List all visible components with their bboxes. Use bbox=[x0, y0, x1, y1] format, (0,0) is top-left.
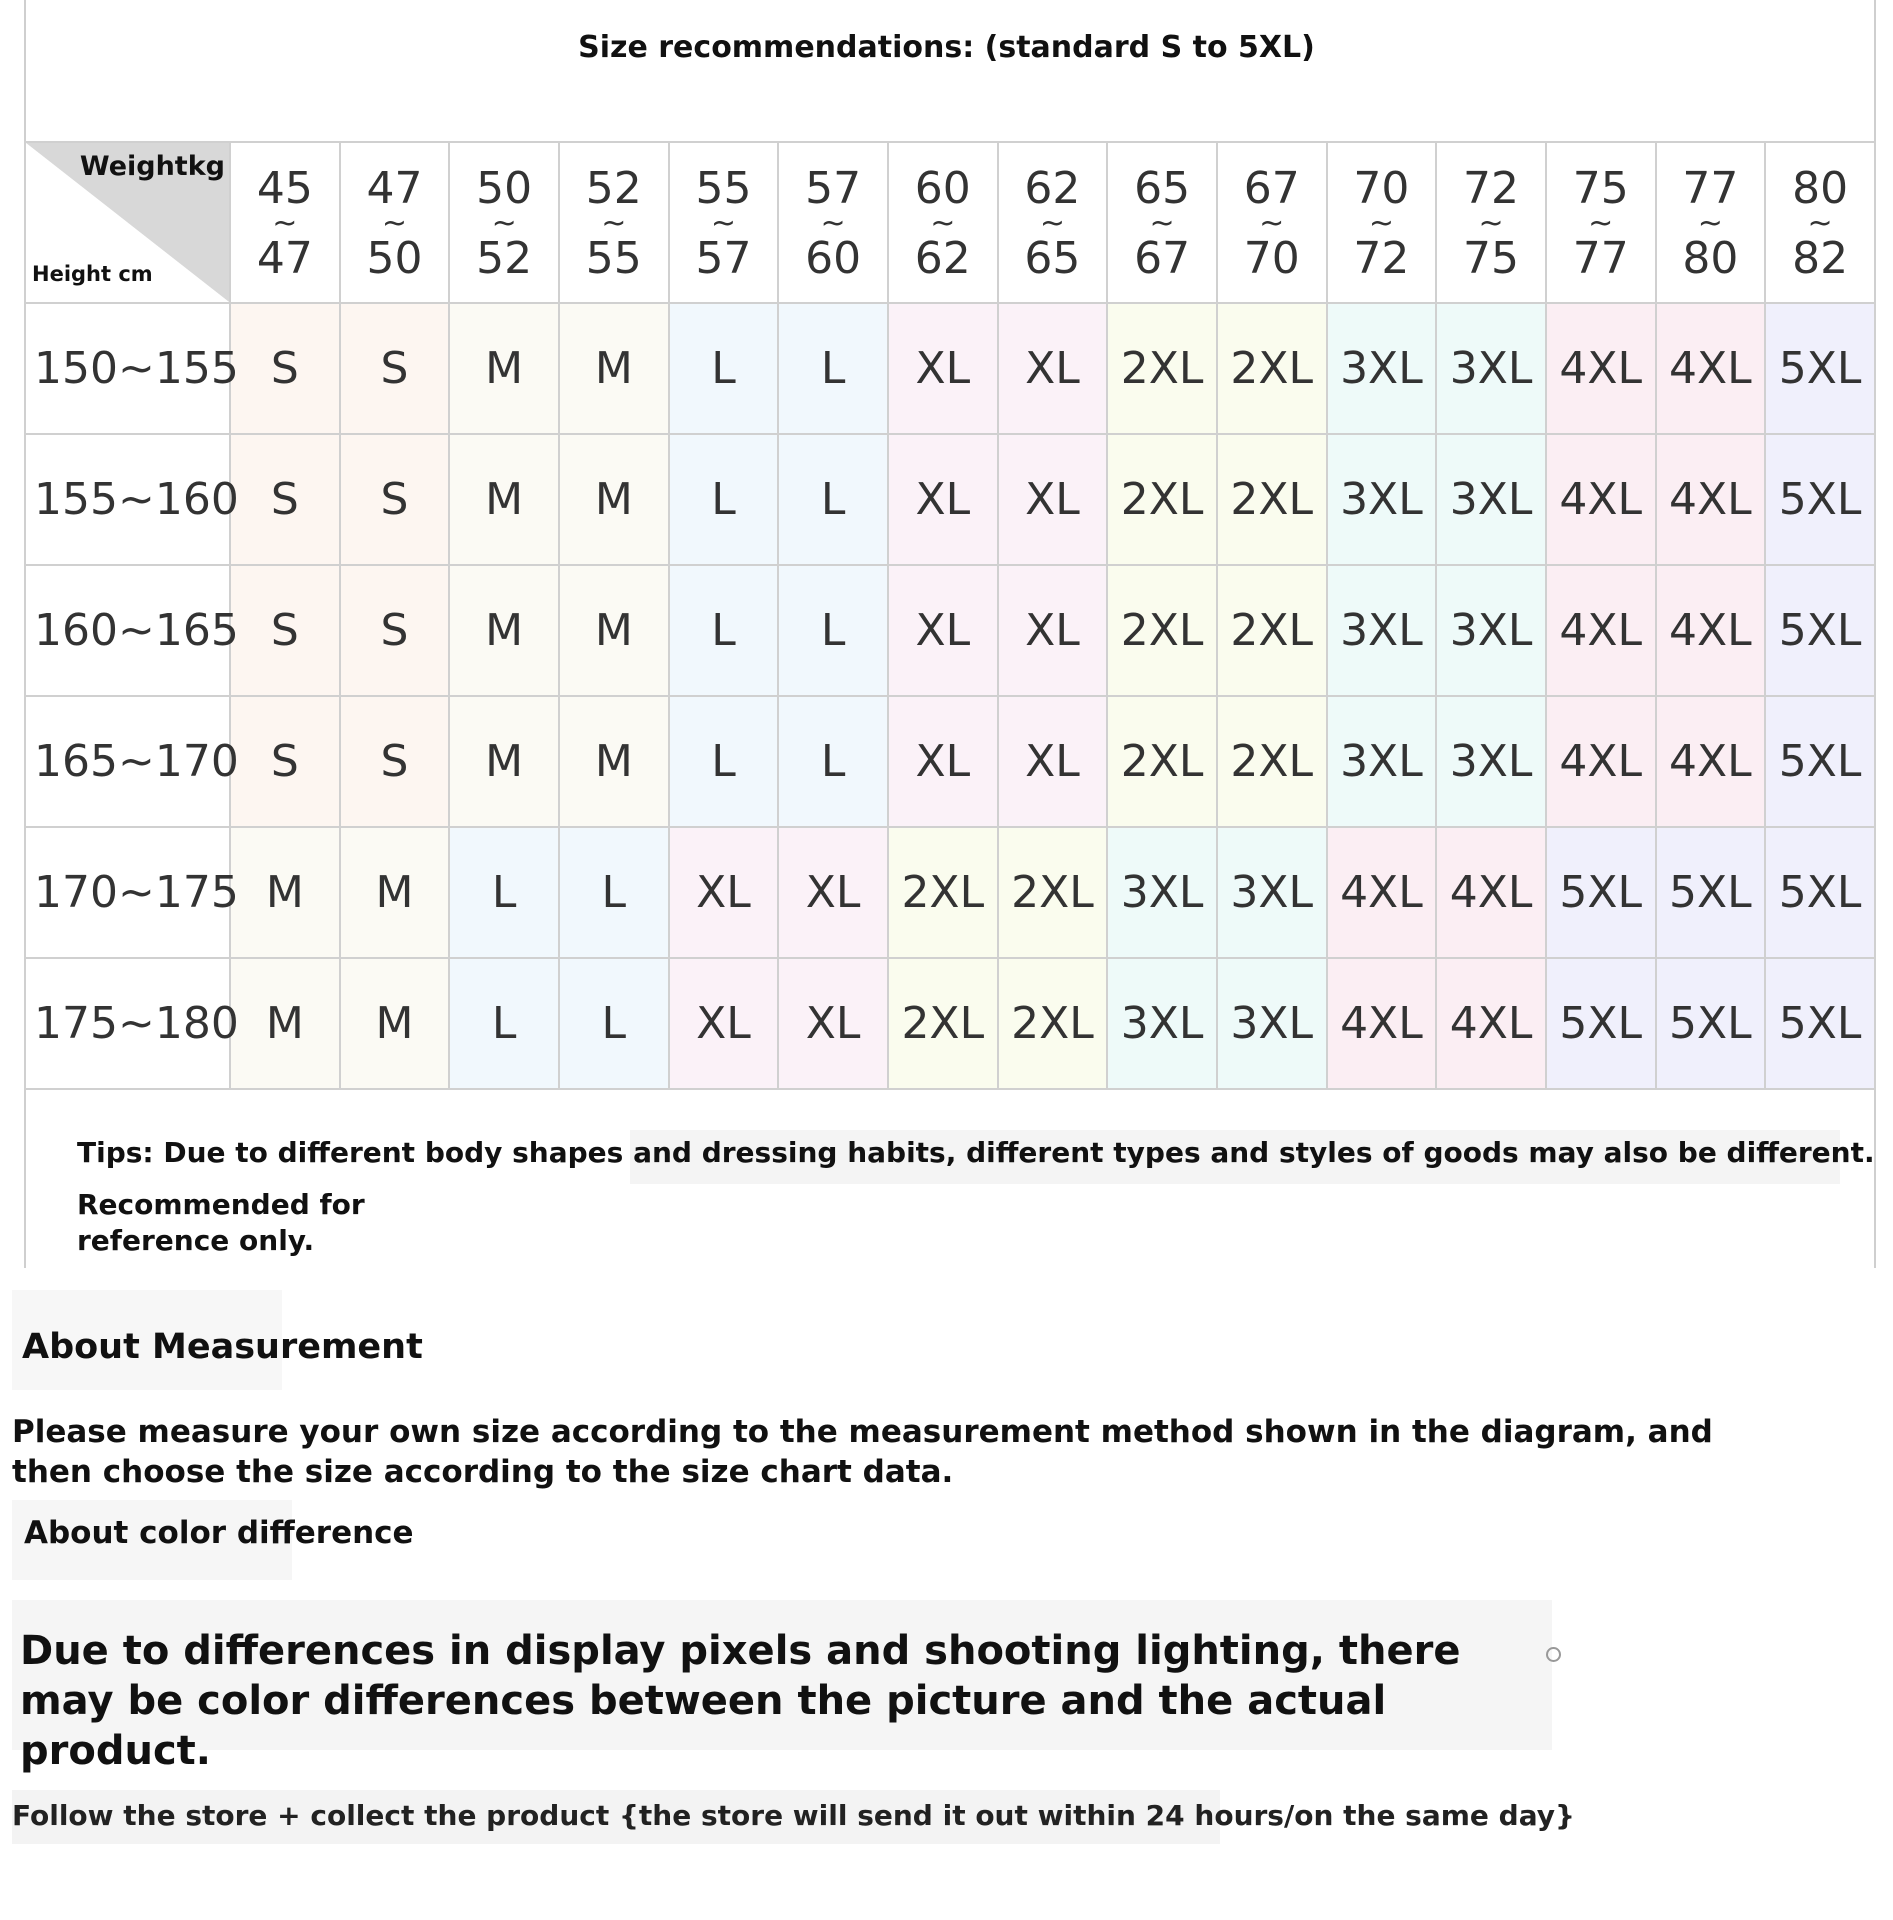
height-range-cell: 170~175 bbox=[25, 827, 230, 958]
size-cell: 5XL bbox=[1765, 696, 1875, 827]
size-cell: 5XL bbox=[1765, 827, 1875, 958]
size-cell: 4XL bbox=[1436, 958, 1546, 1089]
size-cell: 5XL bbox=[1765, 958, 1875, 1089]
weight-range-to: 52 bbox=[476, 232, 533, 284]
weight-range-to: 47 bbox=[256, 232, 313, 284]
size-cell: 2XL bbox=[1217, 434, 1327, 565]
size-cell: M bbox=[230, 827, 340, 958]
size-cell: L bbox=[778, 303, 888, 434]
size-cell: M bbox=[559, 434, 669, 565]
height-range-cell: 160~165 bbox=[25, 565, 230, 696]
size-cell: L bbox=[559, 827, 669, 958]
size-cell: 4XL bbox=[1656, 303, 1766, 434]
weight-range-to: 50 bbox=[366, 232, 423, 284]
size-cell: 5XL bbox=[1765, 565, 1875, 696]
about-measurement-text: Please measure your own size according to the measurement method shown in the diagram, and then choose the size according to the size chart data. bbox=[12, 1414, 1713, 1490]
weight-range-to: 67 bbox=[1134, 232, 1191, 284]
size-cell: 2XL bbox=[888, 958, 998, 1089]
table-row bbox=[25, 958, 1875, 1089]
weight-range-from: 65 bbox=[1134, 162, 1191, 214]
size-cell: L bbox=[778, 565, 888, 696]
weight-range-to: 82 bbox=[1792, 232, 1849, 284]
size-cell: S bbox=[340, 303, 450, 434]
weight-range-from: 70 bbox=[1353, 162, 1410, 214]
size-cell: M bbox=[559, 303, 669, 434]
weight-range-header bbox=[888, 142, 998, 303]
corner-height-label: Height cm bbox=[32, 262, 153, 286]
weight-range-header bbox=[1107, 142, 1217, 303]
weight-range-header bbox=[669, 142, 779, 303]
weight-range-header bbox=[1436, 142, 1546, 303]
weight-range-from: 80 bbox=[1792, 162, 1849, 214]
weight-range-separator: ~ bbox=[272, 205, 298, 241]
size-table bbox=[24, 141, 1876, 1090]
weight-range-header bbox=[1546, 142, 1656, 303]
size-cell: 2XL bbox=[998, 827, 1108, 958]
size-cell: M bbox=[559, 565, 669, 696]
weight-range-from: 72 bbox=[1463, 162, 1520, 214]
size-cell: 3XL bbox=[1327, 696, 1437, 827]
size-cell: 2XL bbox=[1107, 696, 1217, 827]
height-range-cell: 155~160 bbox=[25, 434, 230, 565]
weight-range-from: 77 bbox=[1682, 162, 1739, 214]
weight-range-header bbox=[998, 142, 1108, 303]
weight-range-separator: ~ bbox=[1368, 205, 1394, 241]
weight-range-separator: ~ bbox=[1478, 205, 1504, 241]
weight-range-separator: ~ bbox=[710, 205, 737, 241]
size-cell: 2XL bbox=[888, 827, 998, 958]
follow-store-text: Follow the store + collect the product {the store will send it out within 24 hours/on the same day} bbox=[12, 1799, 1575, 1832]
size-cell: 5XL bbox=[1765, 434, 1875, 565]
size-cell: M bbox=[449, 303, 559, 434]
size-cell: 3XL bbox=[1436, 434, 1546, 565]
size-cell: XL bbox=[998, 565, 1108, 696]
weight-range-from: 47 bbox=[366, 162, 423, 214]
size-cell: XL bbox=[998, 696, 1108, 827]
size-cell: 3XL bbox=[1327, 434, 1437, 565]
size-cell: M bbox=[449, 696, 559, 827]
table-row bbox=[25, 565, 1875, 696]
size-cell: 3XL bbox=[1327, 565, 1437, 696]
size-cell: 4XL bbox=[1546, 696, 1656, 827]
weight-range-to: 57 bbox=[695, 232, 752, 284]
weight-range-to: 70 bbox=[1243, 232, 1300, 284]
height-range-cell: 150~155 bbox=[25, 303, 230, 434]
weight-range-from: 62 bbox=[1024, 162, 1081, 214]
weight-range-header bbox=[1217, 142, 1327, 303]
size-cell: XL bbox=[998, 303, 1108, 434]
size-cell: L bbox=[669, 303, 779, 434]
weight-range-header bbox=[778, 142, 888, 303]
size-cell: 5XL bbox=[1546, 827, 1656, 958]
size-cell: 3XL bbox=[1107, 958, 1217, 1089]
weight-range-header bbox=[1327, 142, 1437, 303]
size-cell: 5XL bbox=[1765, 303, 1875, 434]
header-row bbox=[25, 142, 1875, 303]
size-cell: M bbox=[230, 958, 340, 1089]
weight-range-separator: ~ bbox=[1149, 205, 1175, 241]
size-cell: M bbox=[559, 696, 669, 827]
weight-range-from: 52 bbox=[585, 162, 642, 214]
weight-range-from: 57 bbox=[805, 162, 862, 214]
size-cell: 3XL bbox=[1217, 958, 1327, 1089]
weight-range-separator: ~ bbox=[601, 205, 627, 241]
size-cell: 5XL bbox=[1656, 958, 1766, 1089]
weight-range-separator: ~ bbox=[381, 205, 408, 241]
size-cell: XL bbox=[888, 565, 998, 696]
size-cell: 5XL bbox=[1546, 958, 1656, 1089]
size-cell: S bbox=[230, 303, 340, 434]
size-cell: S bbox=[230, 565, 340, 696]
size-cell: XL bbox=[669, 958, 779, 1089]
size-cell: L bbox=[778, 696, 888, 827]
size-cell: L bbox=[669, 696, 779, 827]
size-cell: XL bbox=[888, 434, 998, 565]
weight-range-header bbox=[1656, 142, 1766, 303]
size-cell: 4XL bbox=[1656, 434, 1766, 565]
size-cell: M bbox=[340, 958, 450, 1089]
size-cell: 5XL bbox=[1656, 827, 1766, 958]
weight-range-separator: ~ bbox=[491, 205, 517, 241]
weight-range-to: 72 bbox=[1353, 232, 1410, 284]
size-cell: L bbox=[778, 434, 888, 565]
size-cell: 2XL bbox=[1217, 303, 1327, 434]
table-row bbox=[25, 696, 1875, 827]
about-color-title: About color difference bbox=[24, 1515, 414, 1551]
size-cell: 4XL bbox=[1656, 565, 1766, 696]
size-cell: 2XL bbox=[1217, 696, 1327, 827]
size-cell: S bbox=[340, 434, 450, 565]
size-cell: L bbox=[449, 827, 559, 958]
table-row bbox=[25, 827, 1875, 958]
size-cell: S bbox=[230, 434, 340, 565]
size-cell: 4XL bbox=[1436, 827, 1546, 958]
chart-title: Size recommendations: (standard S to 5XL) bbox=[578, 30, 1315, 65]
size-cell: S bbox=[230, 696, 340, 827]
weight-range-separator: ~ bbox=[930, 205, 956, 241]
size-cell: 2XL bbox=[998, 958, 1108, 1089]
weight-range-from: 75 bbox=[1572, 162, 1629, 214]
weight-range-separator: ~ bbox=[1039, 205, 1065, 241]
weight-range-to: 77 bbox=[1572, 232, 1629, 284]
height-range-cell: 165~170 bbox=[25, 696, 230, 827]
weight-range-from: 50 bbox=[476, 162, 533, 214]
table-row bbox=[25, 434, 1875, 565]
size-cell: 2XL bbox=[1217, 565, 1327, 696]
size-cell: 3XL bbox=[1436, 303, 1546, 434]
size-cell: L bbox=[559, 958, 669, 1089]
height-range-cell: 175~180 bbox=[25, 958, 230, 1089]
weight-range-header bbox=[1765, 142, 1875, 303]
weight-range-separator: ~ bbox=[1697, 205, 1723, 241]
weight-range-from: 60 bbox=[914, 162, 971, 214]
size-cell: 4XL bbox=[1327, 827, 1437, 958]
about-measurement-title: About Measurement bbox=[22, 1327, 423, 1367]
size-cell: S bbox=[340, 565, 450, 696]
size-cell: L bbox=[669, 434, 779, 565]
table-corner-cell bbox=[25, 142, 230, 303]
size-cell: M bbox=[449, 434, 559, 565]
weight-range-to: 55 bbox=[585, 232, 642, 284]
weight-range-to: 80 bbox=[1682, 232, 1739, 284]
size-cell: L bbox=[669, 565, 779, 696]
size-cell: 2XL bbox=[1107, 565, 1217, 696]
weight-range-to: 75 bbox=[1463, 232, 1520, 284]
weight-range-header bbox=[340, 142, 450, 303]
size-cell: 4XL bbox=[1656, 696, 1766, 827]
weight-range-from: 55 bbox=[695, 162, 752, 214]
size-cell: 4XL bbox=[1546, 434, 1656, 565]
size-cell: 4XL bbox=[1546, 303, 1656, 434]
weight-range-to: 62 bbox=[914, 232, 971, 284]
size-cell: 3XL bbox=[1436, 696, 1546, 827]
tips-reference-text: Recommended for reference only. bbox=[77, 1188, 365, 1257]
size-cell: M bbox=[449, 565, 559, 696]
size-cell: S bbox=[340, 696, 450, 827]
size-cell: 2XL bbox=[1107, 434, 1217, 565]
size-cell: XL bbox=[998, 434, 1108, 565]
weight-range-separator: ~ bbox=[1588, 205, 1614, 241]
size-cell: XL bbox=[669, 827, 779, 958]
weight-range-separator: ~ bbox=[1259, 205, 1285, 241]
size-cell: XL bbox=[888, 696, 998, 827]
weight-range-header bbox=[230, 142, 340, 303]
weight-range-separator: ~ bbox=[1807, 205, 1833, 241]
weight-range-from: 67 bbox=[1243, 162, 1300, 214]
about-color-text: Due to differences in display pixels and shooting lighting, there may be color differences between the picture and the actual product. bbox=[20, 1628, 1461, 1774]
weight-range-from: 45 bbox=[256, 162, 313, 214]
weight-range-separator: ~ bbox=[820, 205, 846, 241]
size-cell: XL bbox=[888, 303, 998, 434]
size-cell: 4XL bbox=[1546, 565, 1656, 696]
size-cell: 3XL bbox=[1107, 827, 1217, 958]
weight-range-header bbox=[449, 142, 559, 303]
size-cell: 2XL bbox=[1107, 303, 1217, 434]
size-cell: M bbox=[340, 827, 450, 958]
tips-text: Tips: Due to different body shapes and dressing habits, different types and styles of goods may also be different. bbox=[77, 1136, 1875, 1169]
size-cell: 3XL bbox=[1436, 565, 1546, 696]
size-cell: 3XL bbox=[1327, 303, 1437, 434]
weight-range-to: 65 bbox=[1024, 232, 1081, 284]
weight-range-to: 60 bbox=[805, 232, 862, 284]
size-cell: XL bbox=[778, 827, 888, 958]
size-cell: 4XL bbox=[1327, 958, 1437, 1089]
size-cell: 3XL bbox=[1217, 827, 1327, 958]
size-cell: L bbox=[449, 958, 559, 1089]
corner-weight-label: Weightkg bbox=[79, 151, 225, 182]
table-row bbox=[25, 303, 1875, 434]
weight-range-header bbox=[559, 142, 669, 303]
circle-mark-icon bbox=[1546, 1647, 1561, 1662]
size-cell: XL bbox=[778, 958, 888, 1089]
